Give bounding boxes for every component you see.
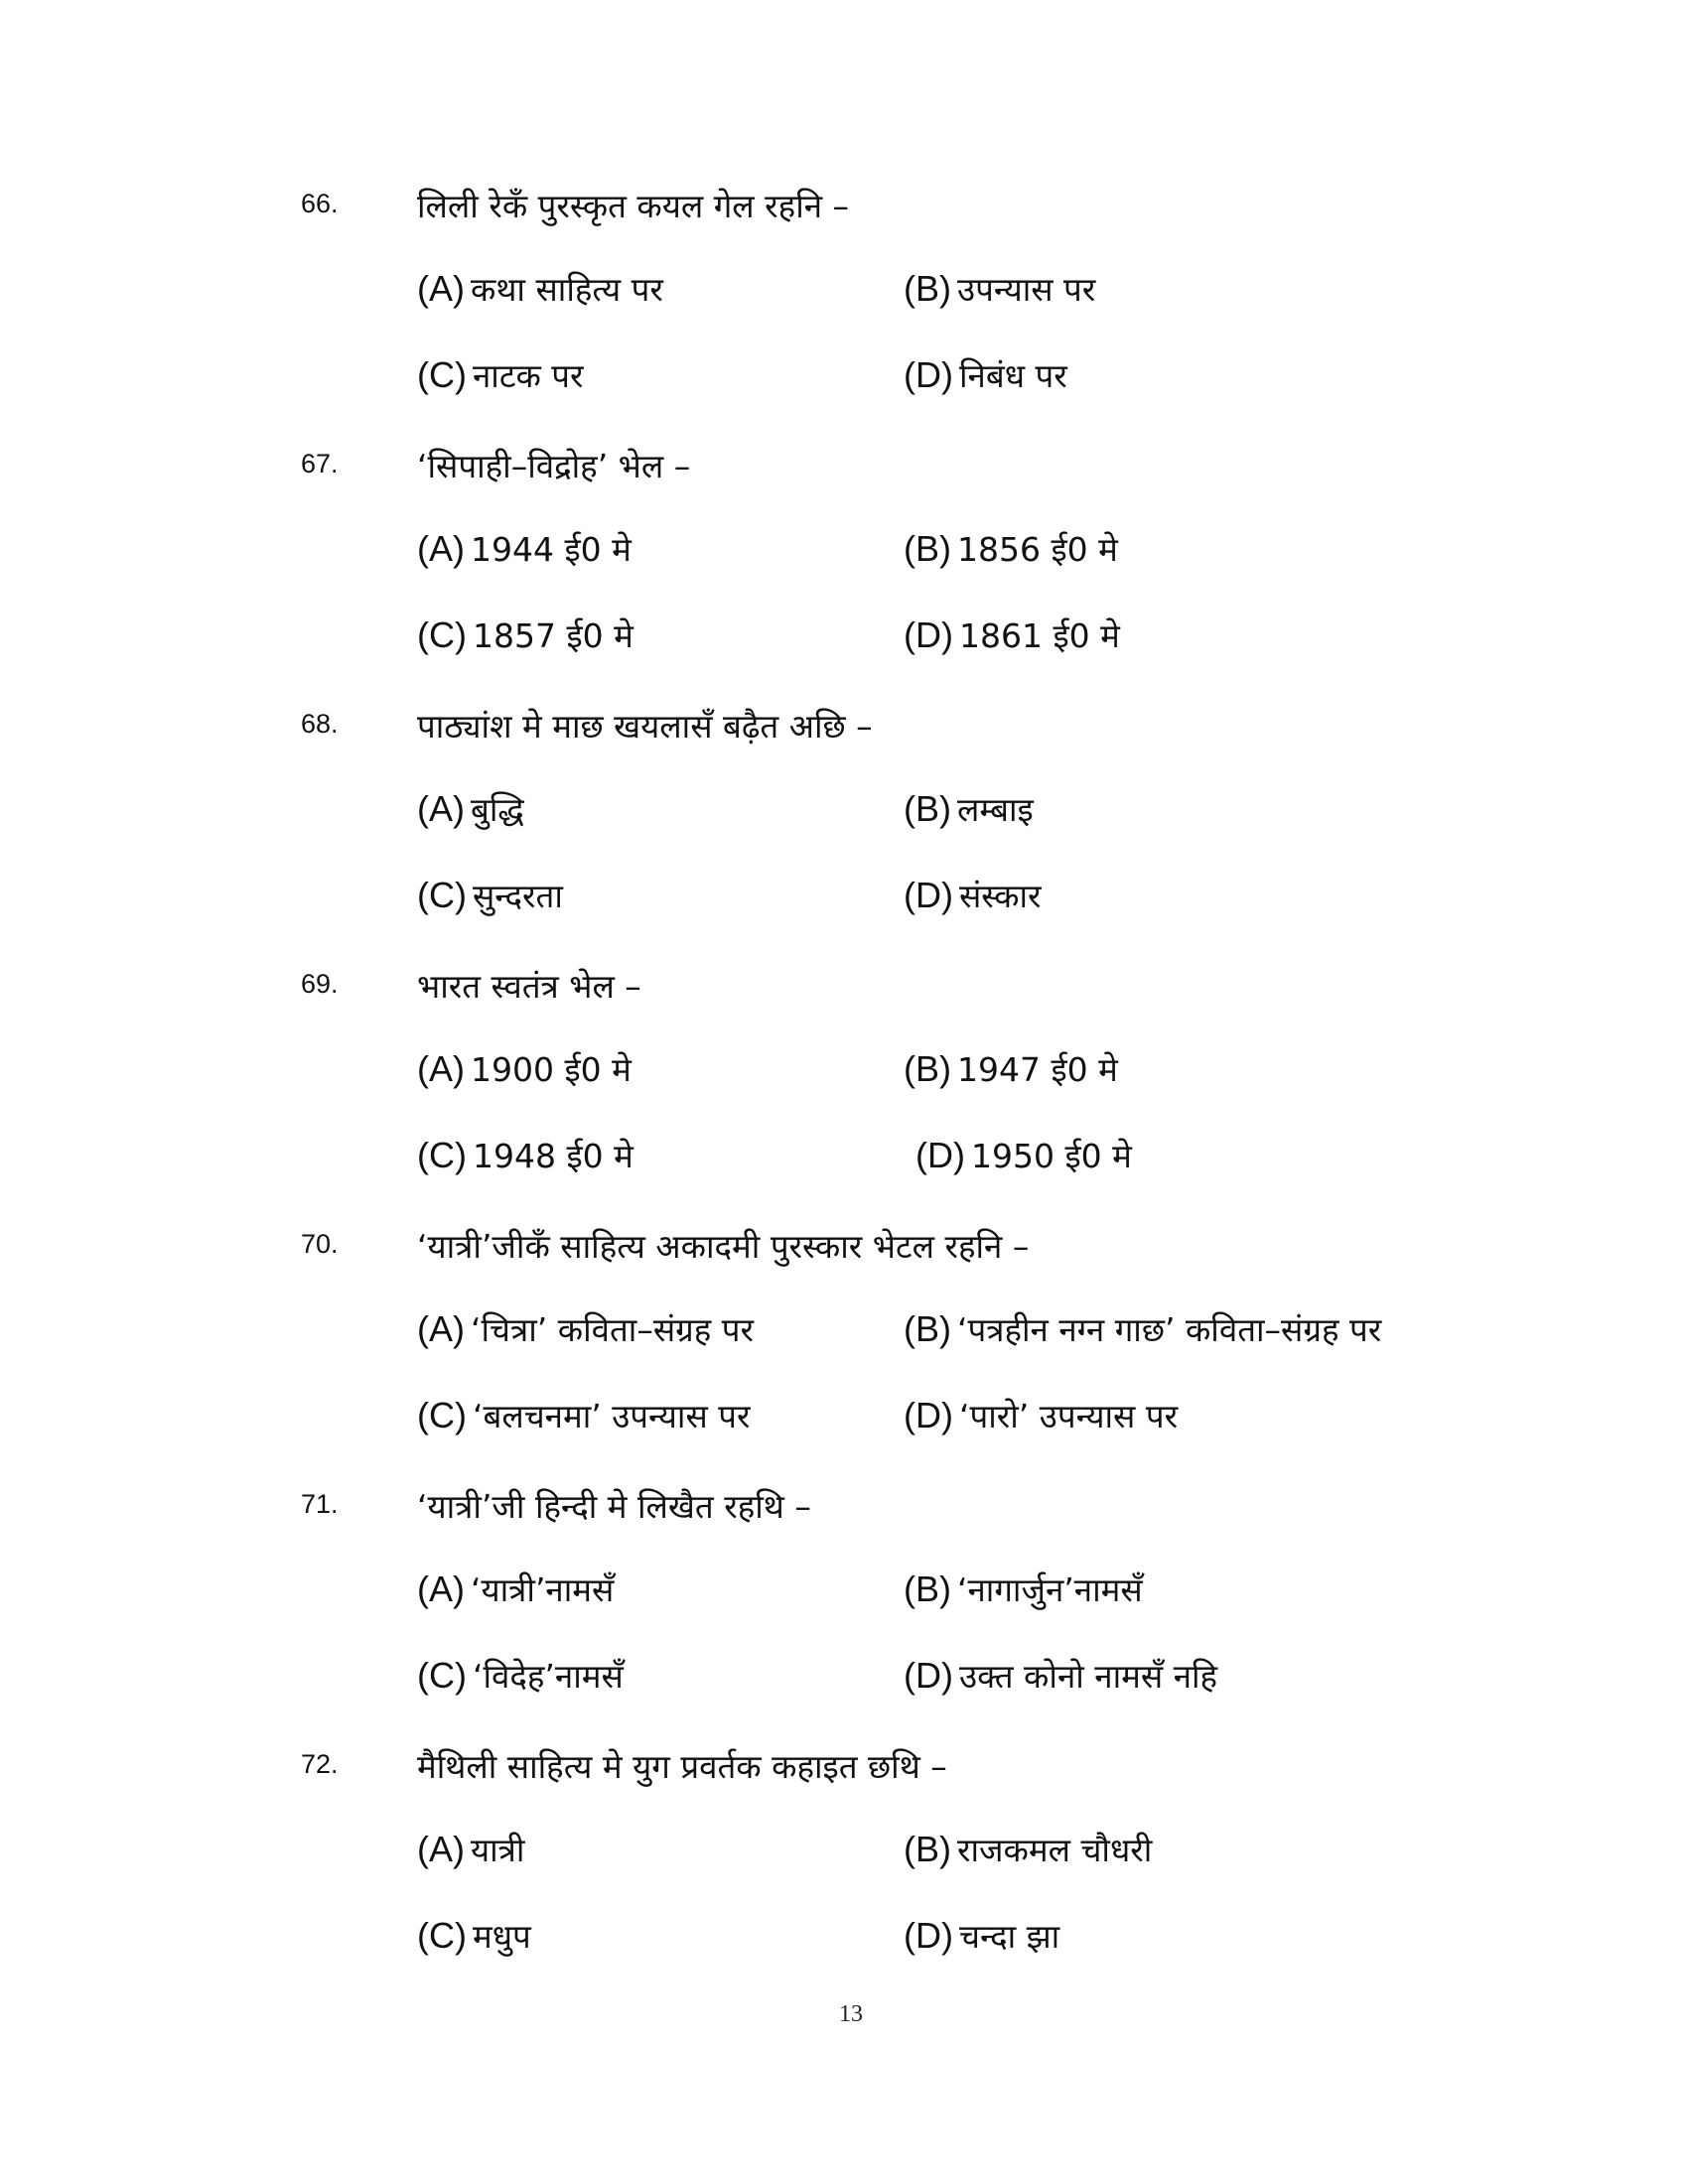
option-d: [904, 1913, 1059, 1958]
option-label: (A): [417, 1829, 465, 1869]
question-number: 72.: [301, 1749, 339, 1779]
option-text: 1950 ई0 मे: [970, 1137, 1132, 1175]
option-text: निबंध पर: [958, 356, 1067, 395]
option-label: (C): [417, 614, 467, 655]
option-c: [417, 1653, 624, 1698]
option-text: 1857 ई0 मे: [472, 616, 633, 655]
option-text: चन्दा झा: [958, 1917, 1060, 1956]
option-b: [904, 1567, 1143, 1611]
option-b: [904, 1306, 1381, 1351]
option-a: [417, 266, 663, 311]
option-c: [417, 873, 563, 917]
option-label: (C): [417, 875, 467, 915]
option-a: [417, 786, 524, 831]
option-a: [417, 1306, 754, 1351]
option-text: 1856 ई0 मे: [957, 530, 1118, 569]
option-label: (B): [904, 1829, 951, 1869]
option-label: (B): [904, 1308, 951, 1349]
option-text: नाटक पर: [472, 356, 584, 395]
option-d: [904, 352, 1067, 397]
option-c: [417, 1133, 633, 1177]
option-a: [417, 1046, 632, 1091]
option-text: उपन्यास पर: [957, 270, 1096, 309]
option-text: 1948 ई0 मे: [472, 1137, 633, 1175]
option-label: (A): [417, 788, 465, 829]
option-d: [904, 613, 1120, 657]
option-text: यात्री: [471, 1831, 525, 1869]
option-text: कथा साहित्य पर: [471, 270, 663, 309]
option-label: (C): [417, 1135, 467, 1175]
question-number: 69.: [301, 969, 339, 999]
option-d: [904, 873, 1042, 917]
option-label: (B): [904, 788, 951, 829]
option-label: (A): [417, 268, 465, 309]
option-label: (C): [417, 1395, 467, 1435]
option-text: संस्कार: [958, 877, 1042, 915]
option-text: लम्बाइ: [957, 790, 1034, 829]
option-label: (D): [904, 354, 953, 395]
option-label: (A): [417, 1048, 465, 1089]
option-label: (A): [417, 1569, 465, 1609]
option-c: [417, 1913, 531, 1958]
option-text: 1861 ई0 मे: [958, 616, 1120, 655]
question-text: ‘यात्री’जी हिन्दी मे लिखैत रहथि –: [417, 1487, 811, 1526]
question-number: 66.: [301, 189, 339, 218]
option-text: बुद्धि: [471, 790, 524, 829]
question-text: ‘सिपाही–विद्रोह’ भेल –: [417, 447, 691, 485]
option-label: (B): [904, 528, 951, 569]
option-text: सुन्दरता: [472, 877, 563, 915]
page-number: 13: [839, 2001, 863, 2027]
option-a: [417, 1827, 524, 1871]
option-label: (D): [904, 1395, 953, 1435]
option-text: ‘विदेह’नामसँ: [472, 1657, 624, 1696]
option-label: (B): [904, 1048, 951, 1089]
option-a: [417, 1567, 614, 1611]
option-label: (D): [904, 614, 953, 655]
option-c: [417, 352, 584, 397]
question-text: लिली रेकँ पुरस्कृत कयल गेल रहनि –: [417, 187, 850, 225]
option-c: [417, 613, 633, 657]
option-text: ‘यात्री’नामसँ: [471, 1570, 615, 1609]
option-label: (C): [417, 1655, 467, 1696]
option-label: (D): [904, 875, 953, 915]
option-d: [904, 1393, 1178, 1437]
option-d: [915, 1133, 1132, 1177]
question-text: पाठ्यांश मे माछ खयलासँ बढ़ैत अछि –: [417, 707, 873, 746]
question-text: ‘यात्री’जीकँ साहित्य अकादमी पुरस्कार भेटल रहनि –: [417, 1227, 1030, 1266]
option-text: ‘नागार्जुन’नामसँ: [957, 1570, 1143, 1609]
option-text: 1944 ई0 मे: [471, 530, 632, 569]
option-a: [417, 526, 632, 571]
question-number: 68.: [301, 709, 339, 739]
option-label: (C): [417, 1915, 467, 1956]
option-label: (A): [417, 528, 465, 569]
option-label: (B): [904, 268, 951, 309]
option-label: (D): [904, 1915, 953, 1956]
option-text: ‘चित्रा’ कविता–संग्रह पर: [471, 1310, 755, 1349]
question-text: भारत स्वतंत्र भेल –: [417, 967, 641, 1006]
option-text: ‘पत्रहीन नग्न गाछ’ कविता–संग्रह पर: [957, 1310, 1382, 1349]
option-label: (C): [417, 354, 467, 395]
question-number: 70.: [301, 1229, 339, 1259]
option-c: [417, 1393, 751, 1437]
option-b: [904, 1046, 1118, 1091]
option-text: ‘पारो’ उपन्यास पर: [958, 1397, 1179, 1435]
option-text: 1900 ई0 मे: [471, 1050, 632, 1089]
question-number: 71.: [301, 1489, 339, 1519]
option-text: राजकमल चौधरी: [957, 1831, 1153, 1869]
option-label: (D): [915, 1135, 965, 1175]
option-label: (B): [904, 1569, 951, 1609]
option-label: (D): [904, 1655, 953, 1696]
question-text: मैथिली साहित्य मे युग प्रवर्तक कहाइत छथि –: [417, 1747, 947, 1786]
option-b: [904, 1827, 1152, 1871]
option-b: [904, 266, 1095, 311]
option-label: (A): [417, 1308, 465, 1349]
option-text: ‘बलचनमा’ उपन्यास पर: [472, 1397, 751, 1435]
option-b: [904, 786, 1034, 831]
question-number: 67.: [301, 449, 339, 478]
option-text: उक्त कोनो नामसँ नहि: [958, 1657, 1218, 1696]
option-text: मधुप: [472, 1917, 531, 1956]
option-d: [904, 1653, 1217, 1698]
option-text: 1947 ई0 मे: [957, 1050, 1118, 1089]
option-b: [904, 526, 1118, 571]
